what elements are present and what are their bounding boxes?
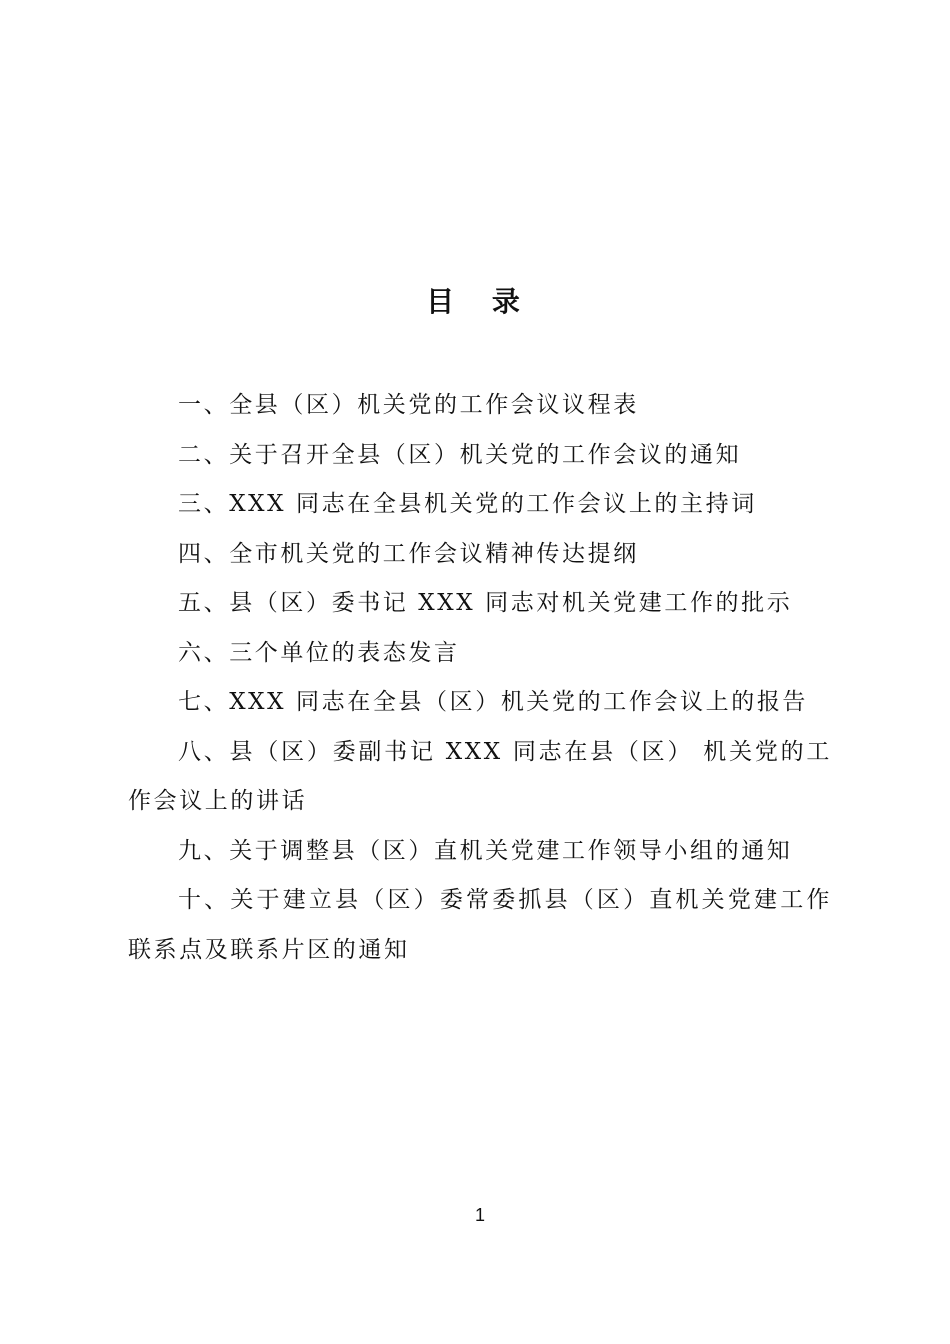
page-title: 目 录 [426, 285, 534, 318]
toc-item-1: 一、全县（区）机关党的工作会议议程表 [178, 392, 639, 418]
toc-item-10: 十、关于建立县（区）委常委抓县（区）直机关党建工作联系点及联系片区的通知 [128, 887, 832, 963]
toc-item-5: 五、县（区）委书记 XXX 同志对机关党建工作的批示 [178, 590, 793, 616]
table-of-contents [128, 381, 832, 975]
toc-item-2: 二、关于召开全县（区）机关党的工作会议的通知 [178, 441, 742, 468]
toc-item-7: 七、XXX 同志在全县（区）机关党的工作会议上的报告 [178, 689, 809, 715]
page-number: 1 [474, 1205, 485, 1225]
toc-item-4: 四、全市机关党的工作会议精神传达提纲 [178, 540, 639, 567]
toc-item-8: 八、县（区）委副书记 XXX 同志在县（区） 机关党的工作会议上的讲话 [128, 738, 832, 814]
toc-item-9: 九、关于调整县（区）直机关党建工作领导小组的通知 [178, 837, 793, 864]
toc-item-6: 六、三个单位的表态发言 [178, 639, 460, 666]
toc-item-3: 三、XXX 同志在全县机关党的工作会议上的主持词 [178, 491, 757, 517]
